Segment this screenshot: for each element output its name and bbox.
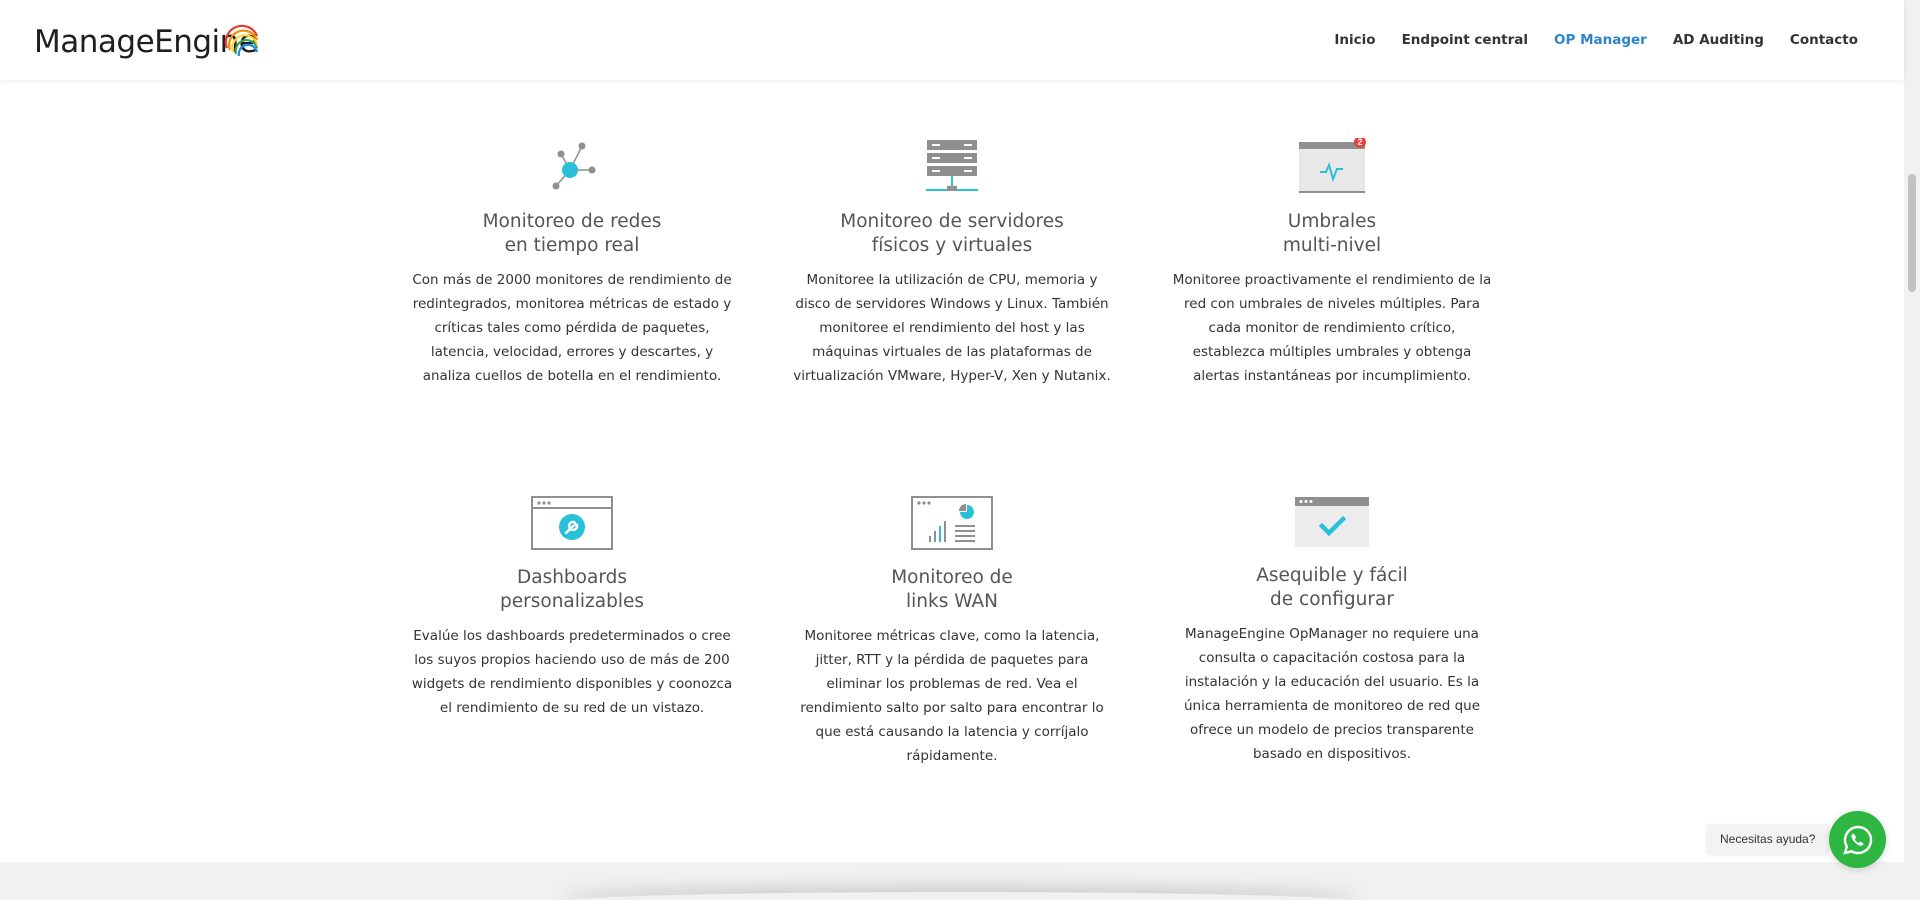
feature-card-affordable: [1167, 496, 1497, 766]
feature-description: Monitoree la utilización de CPU, memoria y disco de servidores Windows y Linux. También monitoree el rendimiento del host y las máquinas virtuales de las plataformas de virtualización VMware, Hyper-V, Xen y Nutanix.: [793, 272, 1111, 384]
whatsapp-icon: [1842, 824, 1874, 856]
wrench-window-icon: [531, 496, 613, 550]
feature-description: Evalúe los dashboards predeterminados o cree los suyos propios haciendo uso de más de 200 widgets de rendimiento disponibles y coonozca el rendimiento de su red de un vistazo.: [411, 628, 733, 716]
feature-title: Monitoreo de redes en tiempo real: [482, 211, 662, 256]
feature-title: Dashboards personalizables: [500, 567, 644, 612]
main-nav: [1334, 32, 1858, 48]
nav-link-contacto[interactable]: Contacto: [1789, 32, 1858, 48]
feature-description: Monitoree proactivamente el rendimiento de la red con umbrales de niveles múltiples. Para cada monitor de rendimiento crítico, establezca múltiples umbrales y obtenga alertas instantáneas por incumplimiento.: [1172, 272, 1492, 384]
checkmark-window-icon: [1294, 496, 1370, 548]
help-bubble-text: Necesitas ayuda?: [1720, 832, 1816, 846]
network-nodes-icon: [544, 138, 600, 194]
feature-description: Con más de 2000 monitores de rendimiento de redintegrados, monitorea métricas de estado y críticas tales como pérdida de paquetes, latencia, velocidad, errores y descartes, y analiza cuellos de botella en el rendimiento.: [412, 272, 732, 384]
feature-title: Monitoreo de servidores físicos y virtuales: [840, 211, 1064, 256]
nav-link-ad-auditing[interactable]: AD Auditing: [1672, 32, 1764, 48]
help-bubble[interactable]: [1706, 824, 1829, 854]
feature-description: ManageEngine OpManager no requiere una consulta o capacitación costosa para la instalación y la educación del usuario. Es la única herramienta de monitoreo de red que ofrece un modelo de precios transparente basado en dispositivos.: [1183, 626, 1481, 762]
feature-title: Umbrales multi-nivel: [1282, 211, 1382, 256]
logo-arc-icon: [221, 18, 263, 60]
logo-text: ManageEngine: [34, 24, 258, 60]
nav-link-inicio[interactable]: Inicio: [1334, 32, 1376, 48]
page-scrollbar[interactable]: [1904, 0, 1920, 900]
site-header: [0, 0, 1904, 80]
manageengine-logo[interactable]: [34, 16, 257, 64]
nav-link-endpoint-central[interactable]: Endpoint central: [1401, 32, 1529, 48]
feature-description: Monitoree métricas clave, como la latencia, jitter, RTT y la pérdida de paquetes para eliminar los problemas de red. Vea el rendimiento salto por salto para encontrar lo que está causando la latencia y corríjalo rápidamente.: [800, 628, 1104, 764]
feature-title: Asequible y fácil de configurar: [1256, 565, 1408, 610]
whatsapp-button[interactable]: [1829, 811, 1886, 868]
feature-title: Monitoreo de links WAN: [891, 567, 1013, 612]
feature-card-network: [407, 138, 737, 388]
server-rack-icon: [924, 138, 980, 194]
alert-badge: 2: [1357, 137, 1363, 147]
nav-link-op-manager[interactable]: OP Manager: [1554, 32, 1647, 48]
wan-chart-window-icon: [911, 496, 993, 550]
feature-card-dashboards: [407, 496, 737, 720]
feature-card-thresholds: [1167, 138, 1497, 388]
feature-card-servers: [787, 138, 1117, 388]
scrollbar-thumb[interactable]: [1908, 174, 1916, 292]
feature-card-wan: [787, 496, 1117, 768]
